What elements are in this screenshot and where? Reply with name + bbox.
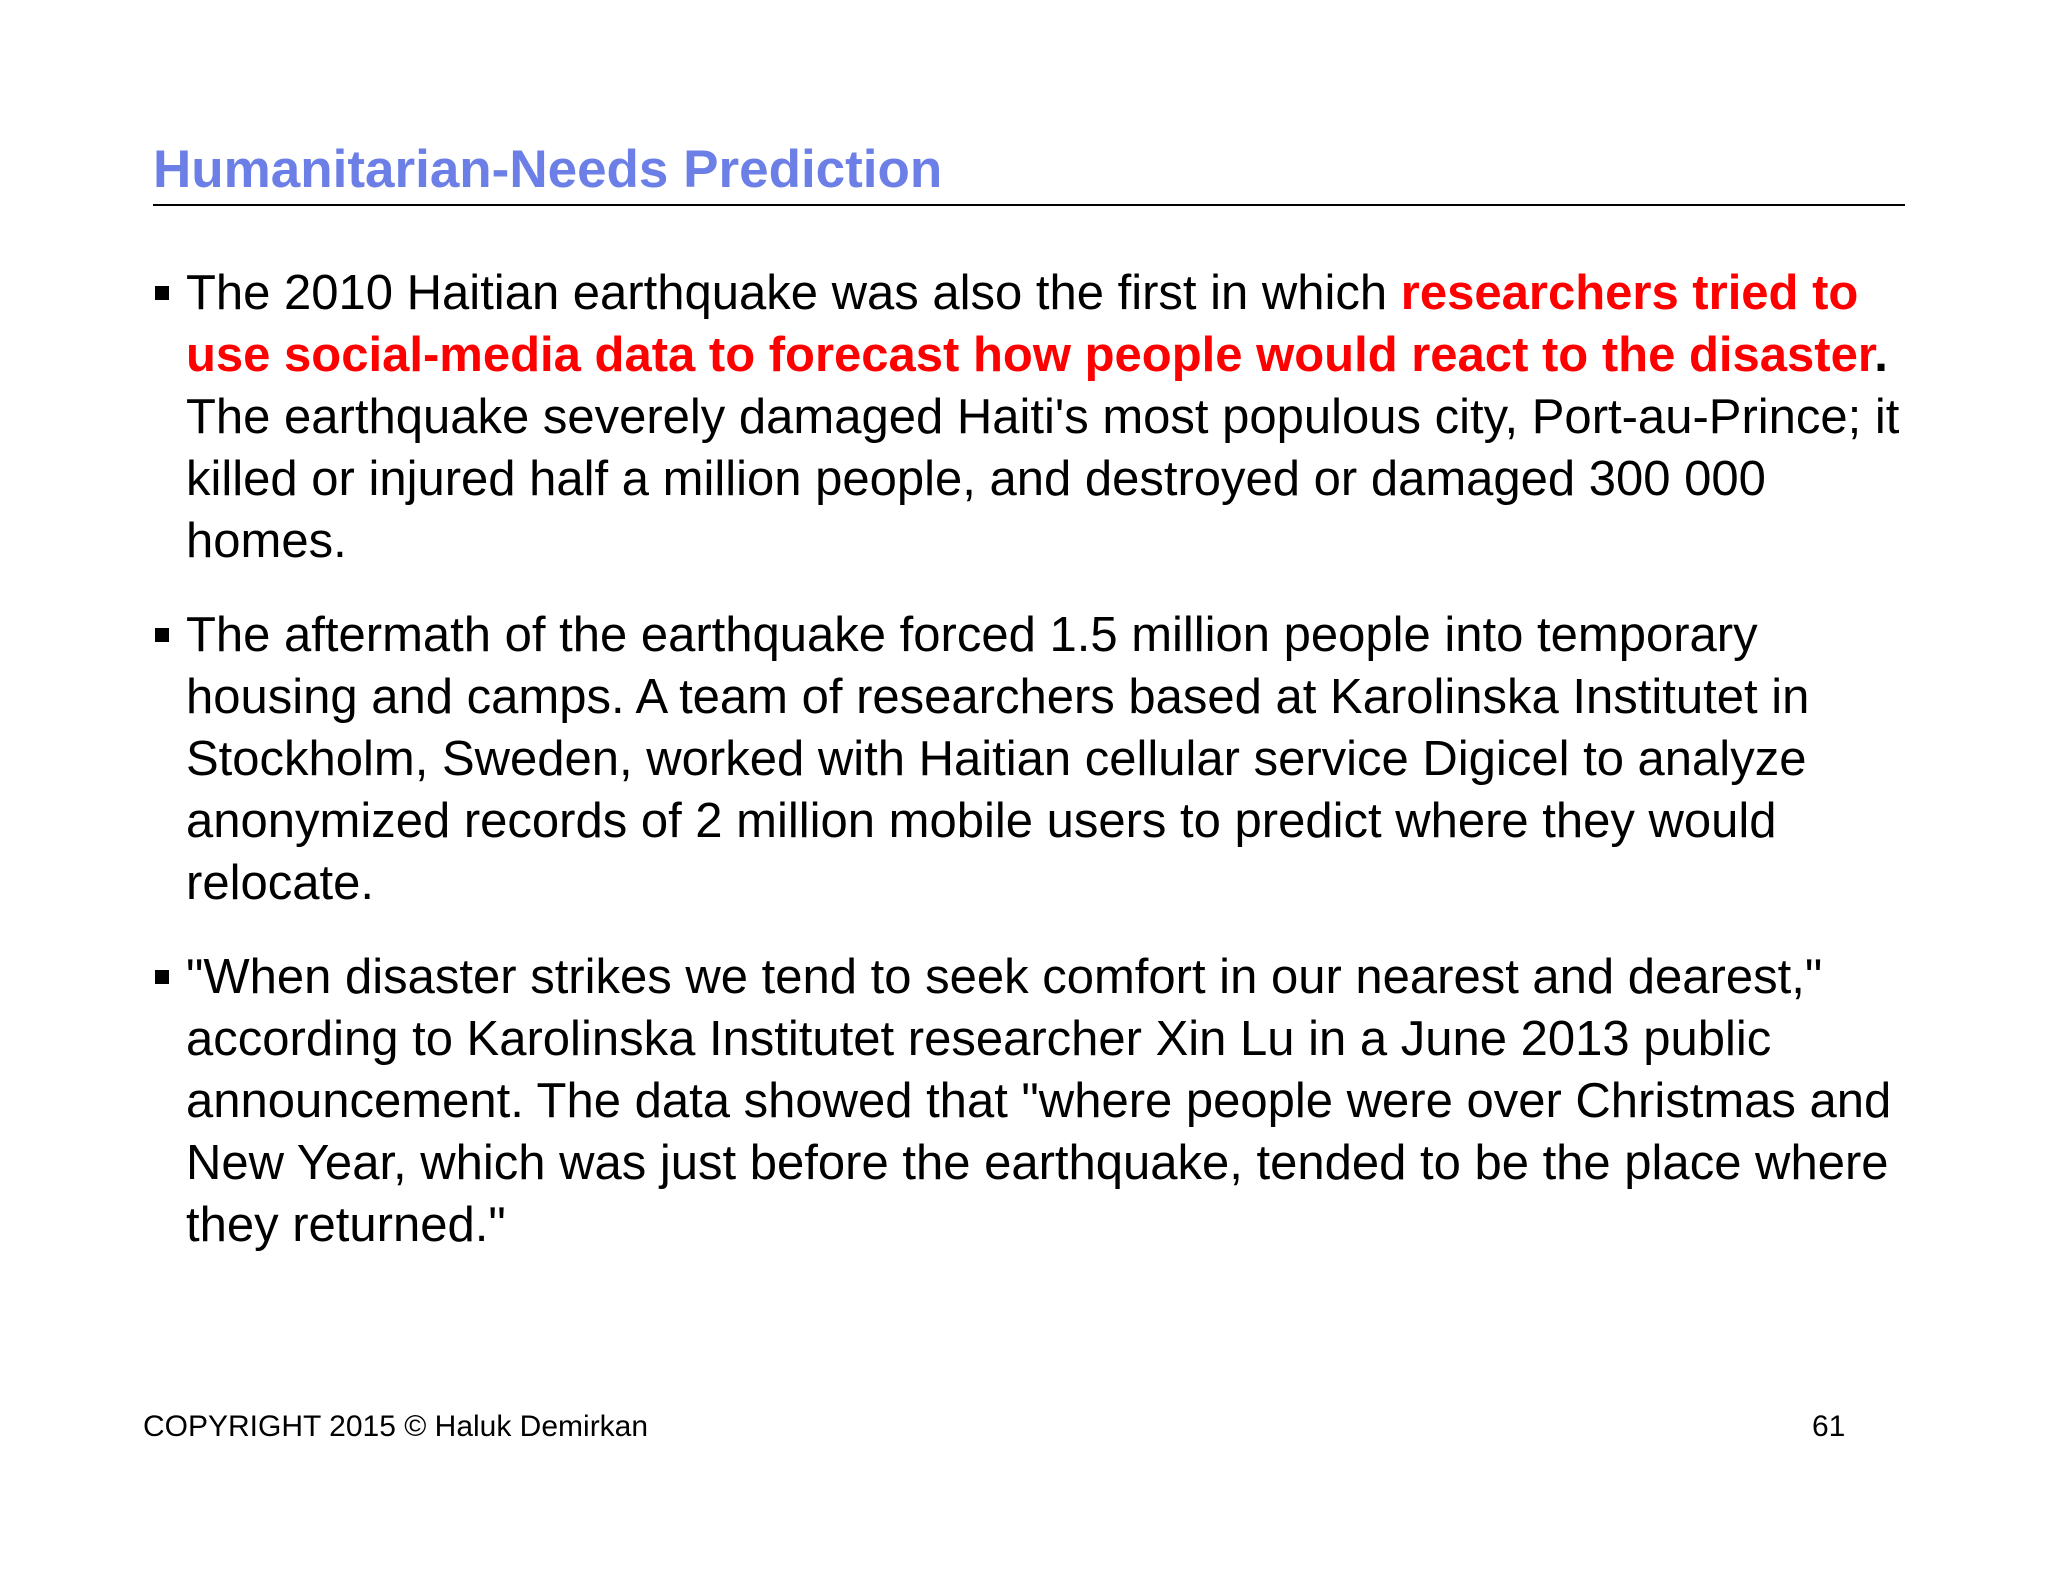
square-bullet-icon (155, 286, 169, 300)
bullet-2-text: The aftermath of the earthquake forced 1.5 million people into temporary housing and camps. A team of researchers based at Karolinska Institutet in Stockholm, Sweden, worked with Haitian cellular service Digicel to analyze anonymized records of 2 million mobile users to predict where they would relocate. (186, 608, 1810, 910)
bullet-1-intro: The 2010 Haitian earthquake was also the first in which (186, 266, 1401, 320)
bullet-item-2 (153, 604, 1913, 914)
bullet-item-3 (153, 946, 1913, 1256)
footer-copyright: COPYRIGHT 2015 © Haluk Demirkan (143, 1410, 649, 1443)
slide-title: Humanitarian-Needs Prediction (153, 140, 943, 199)
title-underline (153, 204, 1905, 206)
bullet-3-text: "When disaster strikes we tend to seek comfort in our nearest and dearest," according to Karolinska Institutet researcher Xin Lu in a June 2013 public announcement. The data showed that "where people were over Christmas and New Year, which was just before the earthquake, tended to be the place where they returned." (186, 950, 1892, 1252)
square-bullet-icon (155, 970, 169, 984)
bullet-item-1 (153, 262, 1913, 572)
bullet-1-period: . (1874, 328, 1888, 382)
page-number: 61 (1812, 1410, 1846, 1443)
bullet-1-rest: The earthquake severely damaged Haiti's most populous city, Port-au-Prince; it killed or injured half a million people, and destroyed or damaged 300 000 homes. (186, 390, 1900, 568)
bullet-list (153, 262, 1913, 1288)
square-bullet-icon (155, 628, 169, 642)
bullet-1-highlight: researchers tried to use social-media data to forecast how people would react to the disaster (186, 266, 1875, 382)
